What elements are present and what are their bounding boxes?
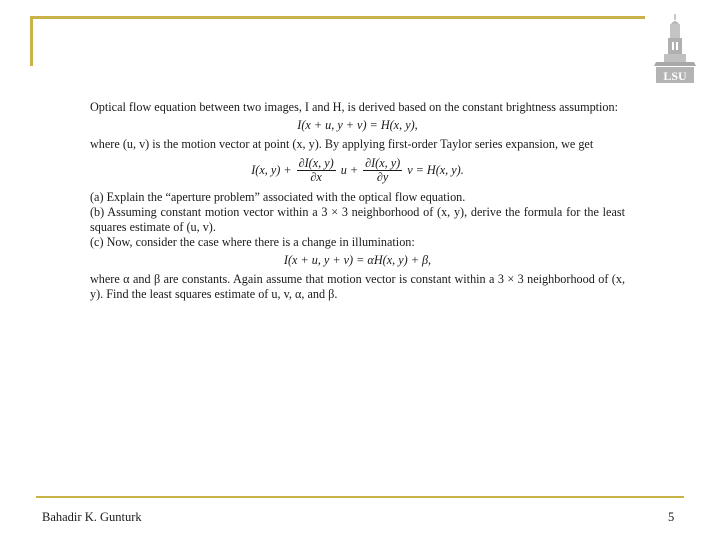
- eq2-frac1-numerator: ∂I(x, y): [298, 156, 334, 170]
- eq2-frac2-denominator: ∂y: [376, 170, 389, 184]
- equation-taylor-expansion: [90, 157, 625, 184]
- eq2-rhs: v = H(x, y).: [407, 163, 464, 177]
- top-border-rule: [30, 16, 645, 19]
- part-c-details: where α and β are constants. Again assume that motion vector is constant within a 3 × 3 neighborhood of (x, y). Find the least squares estimate of u, v, α, and β.: [90, 272, 625, 301]
- lsu-logo-icon: [650, 12, 700, 86]
- part-a-question: (a) Explain the “aperture problem” associated with the optical flow equation.: [90, 190, 466, 204]
- left-border-rule: [30, 16, 33, 66]
- part-b-question: (b) Assuming constant motion vector within a 3 × 3 neighborhood of (x, y), derive the formula for the least squares estimate of (u, v).: [90, 205, 625, 234]
- eq2-mid: u +: [340, 163, 359, 177]
- footer-author: Bahadir K. Gunturk: [42, 510, 142, 524]
- footer-rule: [36, 496, 684, 498]
- page-number: 5: [668, 510, 675, 524]
- intro-paragraph: Optical flow equation between two images, I and H, is derived based on the constant brightness assumption:: [90, 100, 619, 114]
- equation-constant-brightness: I(x + u, y + v) = H(x, y),: [297, 118, 418, 132]
- logo-text: LSU: [663, 69, 687, 83]
- eq2-fraction-dy: [363, 157, 402, 184]
- eq2-lhs: I(x, y) +: [251, 163, 292, 177]
- equation-illumination: I(x + u, y + v) = αH(x, y) + β,: [283, 253, 432, 267]
- problem-content: [90, 100, 625, 302]
- taylor-paragraph: where (u, v) is the motion vector at point (x, y). By applying first-order Taylor series expansion, we get: [90, 137, 594, 151]
- part-c-question: (c) Now, consider the case where there is a change in illumination:: [90, 235, 415, 249]
- eq2-frac1-denominator: ∂x: [310, 170, 322, 184]
- eq2-fraction-dx: [297, 157, 336, 184]
- eq2-frac2-numerator: ∂I(x, y): [365, 156, 401, 170]
